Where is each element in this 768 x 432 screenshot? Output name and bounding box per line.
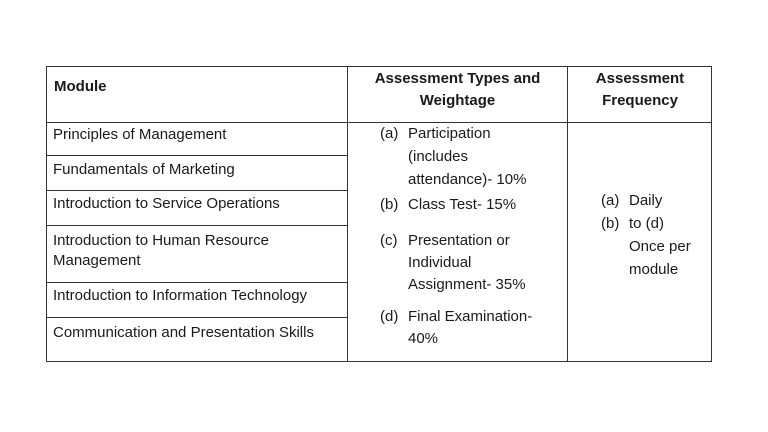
module-cell: Communication and Presentation Skills (53, 324, 314, 341)
assessment-table (46, 66, 712, 362)
item-line: to (d) (629, 215, 665, 232)
item-line: Assignment- 35% (408, 276, 526, 293)
item-line: 40% (408, 330, 439, 347)
item-line: Individual (408, 254, 472, 271)
row-divider (46, 282, 348, 283)
header-divider (46, 122, 712, 123)
item-line: Daily (629, 192, 663, 209)
row-divider (46, 155, 348, 156)
module-cell: Introduction to Human Resource (53, 232, 269, 249)
item-line: Presentation or (408, 232, 510, 249)
module-cell: Fundamentals of Marketing (53, 161, 235, 178)
item-line: (includes (408, 148, 469, 165)
item-tag: (c) (380, 232, 398, 249)
item-line: Once per (629, 238, 691, 255)
header-assessment-types-line2: Weightage (419, 92, 496, 109)
header-assessment-types (348, 66, 567, 112)
module-cell: Introduction to Service Operations (53, 195, 280, 212)
header-frequency (568, 66, 712, 112)
row-divider (46, 225, 348, 226)
item-line: attendance)- 10% (408, 171, 527, 188)
header-module: Module (54, 78, 107, 95)
item-line: module (629, 261, 679, 278)
item-line: Final Examination- (408, 308, 533, 325)
row-divider (46, 317, 348, 318)
item-tag: (b) (601, 215, 620, 232)
header-frequency-line1: Assessment (595, 70, 685, 87)
module-cell: Management (53, 252, 141, 269)
module-cell: Introduction to Information Technology (53, 287, 308, 304)
header-assessment-types-line1: Assessment Types and (374, 70, 541, 87)
header-frequency-line2: Frequency (602, 92, 678, 109)
module-cell: Principles of Management (53, 126, 227, 143)
row-divider (46, 190, 348, 191)
item-tag: (d) (380, 308, 399, 325)
item-tag: (a) (380, 125, 399, 142)
item-line: Class Test- 15% (408, 196, 517, 213)
item-line: Participation (408, 125, 491, 142)
item-tag: (a) (601, 192, 620, 209)
item-tag: (b) (380, 196, 399, 213)
